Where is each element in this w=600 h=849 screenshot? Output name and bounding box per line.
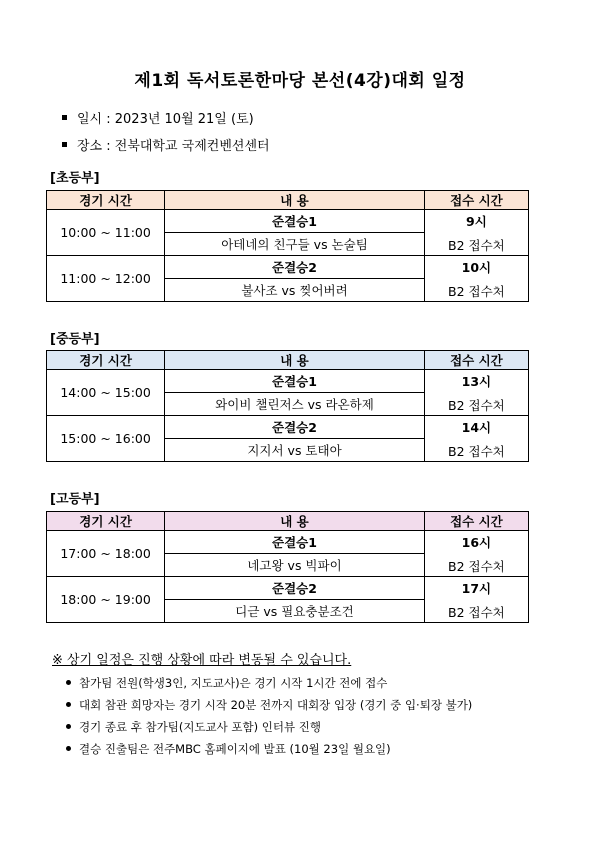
notes-list	[62, 672, 472, 760]
venue-info	[62, 135, 270, 154]
match-teams: 아테네의 친구들 vs 논술팀	[165, 233, 425, 256]
section-label-middle: [중등부]	[50, 332, 100, 347]
square-bullet-icon	[62, 142, 67, 147]
schedule-table-elementary	[46, 190, 529, 302]
note-text: 참가팀 전원(학생3인, 지도교사)은 경기 시작 1시간 전에 접수	[79, 676, 388, 690]
page-title: 제1회 독서토론한마당 본선(4강)대회 일정	[134, 71, 466, 91]
match-round: 준결승1	[165, 531, 425, 554]
table-row	[47, 416, 529, 439]
reception-time: 16시	[461, 534, 492, 550]
square-bullet-icon	[62, 115, 67, 120]
reception-cell	[424, 370, 528, 416]
table-header-row	[47, 191, 529, 210]
match-teams: 네고왕 vs 빅파이	[165, 554, 425, 577]
match-teams: 불사조 vs 찢어버려	[165, 279, 425, 302]
reception-place: B2 접수처	[448, 283, 505, 299]
match-teams: 지지서 vs 토태아	[165, 439, 425, 462]
header-time: 경기 시간	[47, 351, 165, 370]
table-header-row	[47, 351, 529, 370]
list-item	[62, 694, 472, 716]
reception-place: B2 접수처	[448, 558, 505, 574]
notes-heading: ※ 상기 일정은 진행 상황에 따라 변동될 수 있습니다.	[52, 653, 352, 668]
schedule-table-middle	[46, 350, 529, 462]
reception-cell	[424, 531, 528, 577]
match-round: 준결승1	[165, 210, 425, 233]
schedule-table-high	[46, 511, 529, 623]
match-round: 준결승2	[165, 416, 425, 439]
header-time: 경기 시간	[47, 191, 165, 210]
section-label-high: [고등부]	[50, 492, 100, 507]
match-round: 준결승2	[165, 577, 425, 600]
match-round: 준결승1	[165, 370, 425, 393]
list-item	[62, 738, 472, 760]
match-time: 18:00 ~ 19:00	[47, 577, 165, 623]
reception-place: B2 접수처	[448, 237, 505, 253]
reception-cell	[424, 256, 528, 302]
match-time: 10:00 ~ 11:00	[47, 210, 165, 256]
table-row	[47, 531, 529, 554]
header-reception: 접수 시간	[424, 351, 528, 370]
reception-cell	[424, 577, 528, 623]
reception-time: 13시	[461, 373, 492, 389]
reception-place: B2 접수처	[448, 397, 505, 413]
reception-place: B2 접수처	[448, 443, 505, 459]
list-item	[62, 672, 472, 694]
table-row	[47, 210, 529, 233]
header-reception: 접수 시간	[424, 191, 528, 210]
header-content: 내 용	[165, 191, 425, 210]
match-time: 15:00 ~ 16:00	[47, 416, 165, 462]
bullet-icon	[66, 680, 71, 685]
reception-time: 14시	[461, 419, 492, 435]
table-row	[47, 577, 529, 600]
reception-cell	[424, 416, 528, 462]
note-text: 결승 진출팀은 전주MBC 홈페이지에 발표 (10월 23일 월요일)	[79, 742, 391, 756]
note-text: 대회 참관 희망자는 경기 시작 20분 전까지 대회장 입장 (경기 중 입·퇴장 불가)	[79, 698, 473, 712]
table-row	[47, 370, 529, 393]
bullet-icon	[66, 746, 71, 751]
note-text: 경기 종료 후 참가팀(지도교사 포함) 인터뷰 진행	[79, 720, 321, 734]
match-time: 17:00 ~ 18:00	[47, 531, 165, 577]
reception-place: B2 접수처	[448, 604, 505, 620]
reception-cell	[424, 210, 528, 256]
list-item	[62, 716, 472, 738]
match-time: 11:00 ~ 12:00	[47, 256, 165, 302]
header-content: 내 용	[165, 351, 425, 370]
match-time: 14:00 ~ 15:00	[47, 370, 165, 416]
venue-text: 장소 : 전북대학교 국제컨벤션센터	[77, 139, 270, 154]
section-label-elementary: [초등부]	[50, 171, 100, 186]
header-time: 경기 시간	[47, 512, 165, 531]
date-text: 일시 : 2023년 10월 21일 (토)	[77, 112, 254, 127]
match-round: 준결승2	[165, 256, 425, 279]
reception-time: 9시	[466, 213, 487, 229]
bullet-icon	[66, 724, 71, 729]
reception-time: 10시	[461, 259, 492, 275]
header-reception: 접수 시간	[424, 512, 528, 531]
date-info	[62, 108, 254, 127]
table-header-row	[47, 512, 529, 531]
reception-time: 17시	[461, 580, 492, 596]
match-teams: 디귿 vs 필요충분조건	[165, 600, 425, 623]
table-row	[47, 256, 529, 279]
bullet-icon	[66, 702, 71, 707]
match-teams: 와이비 챌린저스 vs 라온하제	[165, 393, 425, 416]
header-content: 내 용	[165, 512, 425, 531]
